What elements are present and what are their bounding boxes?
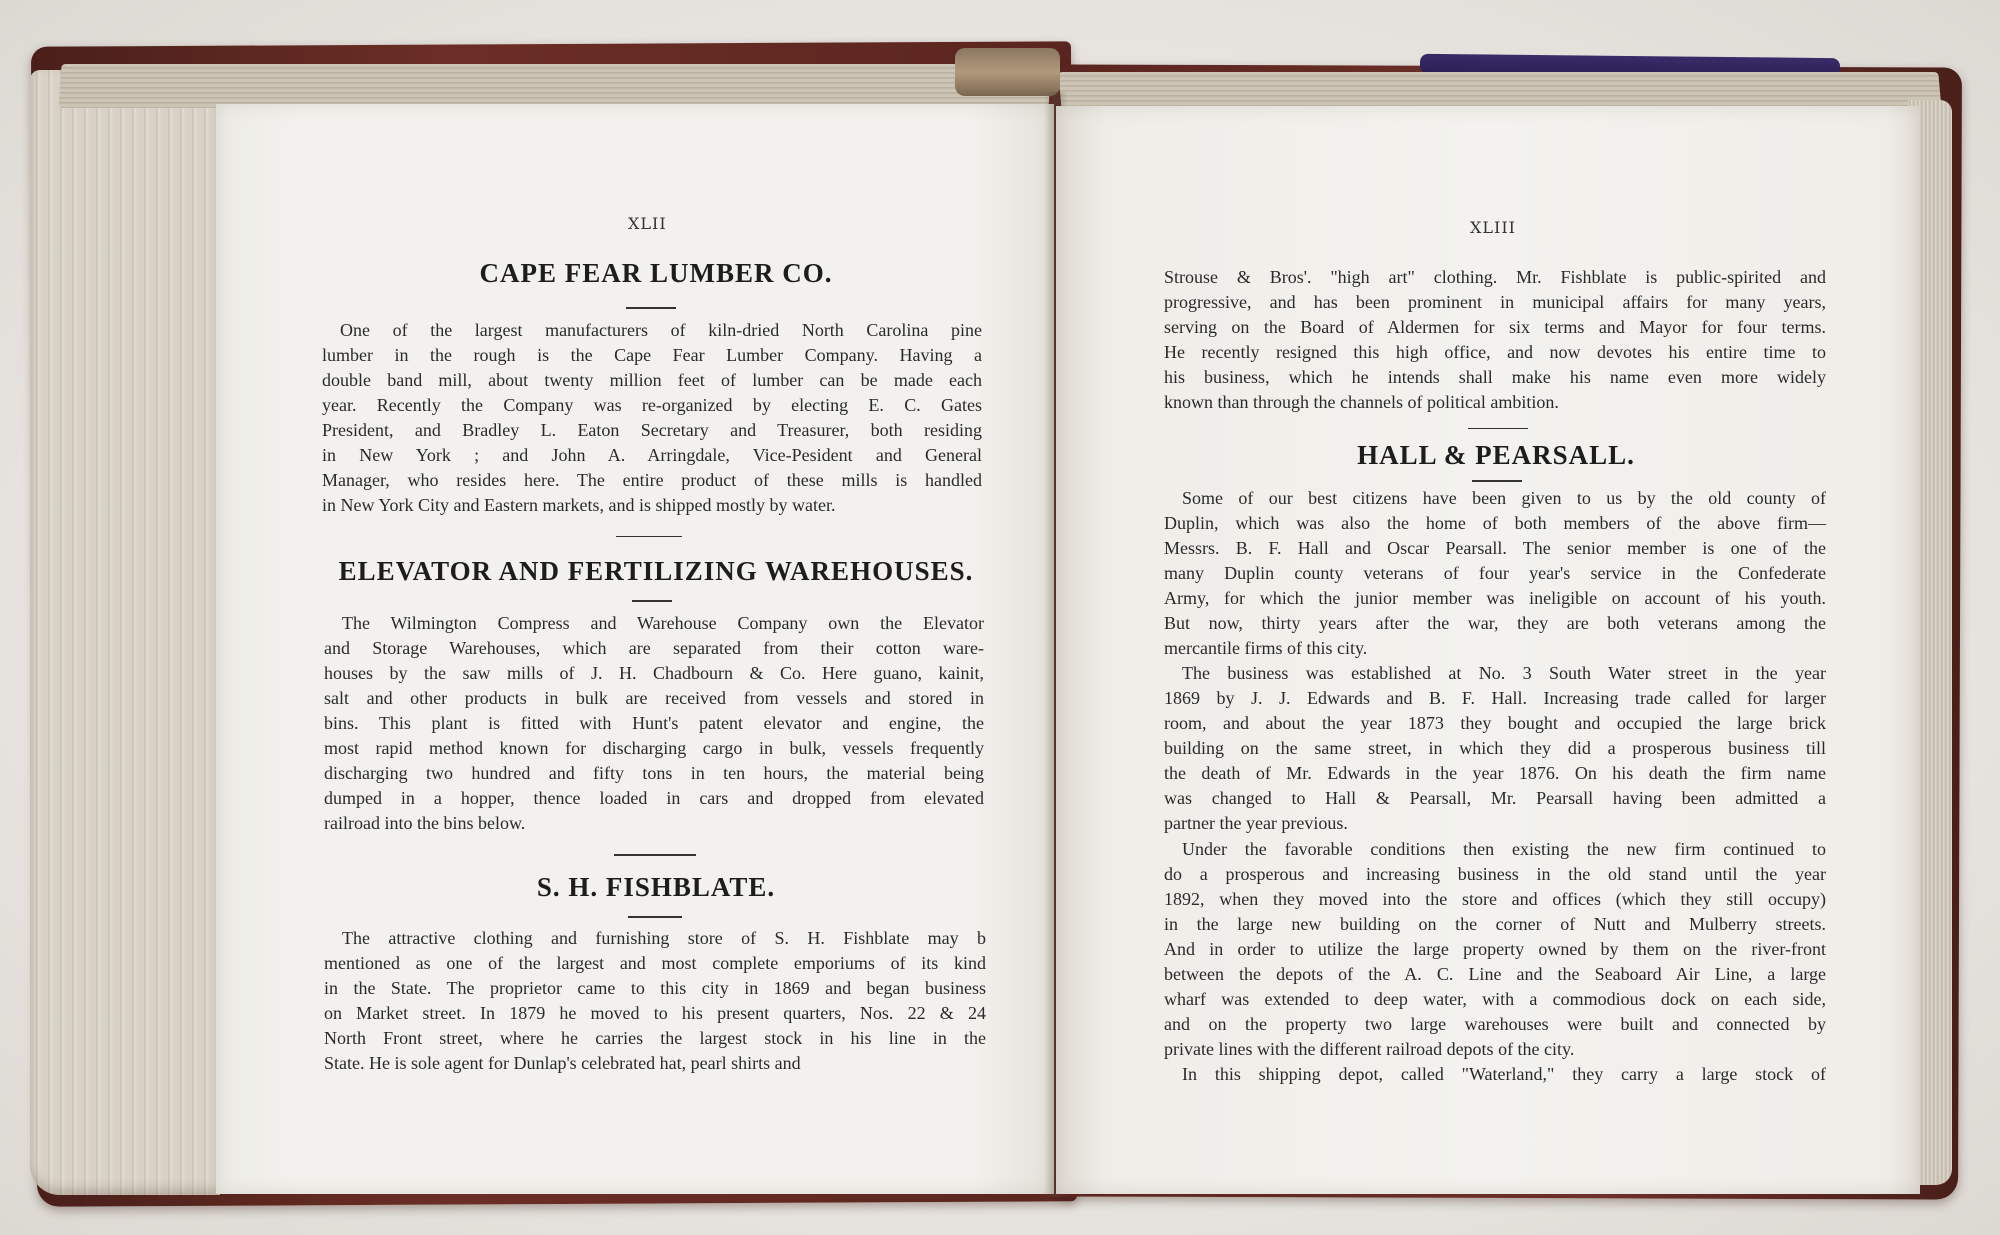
text-line: bins. This plant is fitted with Hunt's patent elevator and engine, the bbox=[324, 713, 984, 733]
text-line: mentioned as one of the largest and most complete emporiums of its kind bbox=[324, 953, 986, 973]
section-divider bbox=[614, 854, 696, 856]
text-line: was changed to Hall & Pearsall, Mr. Pearsall having been admitted a bbox=[1164, 788, 1826, 808]
text-line: room, and about the year 1873 they bought and occupied the large brick bbox=[1164, 713, 1826, 733]
text-line: building on the same street, in which they did a prosperous business till bbox=[1164, 738, 1826, 758]
text-line: partner the year previous. bbox=[1164, 813, 1348, 833]
text-line: private lines with the different railroad depots of the city. bbox=[1164, 1039, 1575, 1059]
text-line: many Duplin county veterans of four year's service in the Confederate bbox=[1164, 563, 1826, 583]
paragraph-hall-pearsall-3 bbox=[1164, 837, 1826, 1062]
text-line: Under the favorable conditions then existing the new firm continued to bbox=[1182, 839, 1826, 859]
paragraph-fishblate-continued bbox=[1164, 265, 1826, 415]
text-line: The Wilmington Compress and Warehouse Company own the Elevator bbox=[342, 613, 984, 633]
text-line: and Storage Warehouses, which are separated from their cotton ware- bbox=[324, 638, 984, 658]
paragraph-hall-pearsall-4 bbox=[1164, 1062, 1826, 1087]
text-line: The attractive clothing and furnishing store of S. H. Fishblate may b bbox=[342, 928, 986, 948]
heading-rule bbox=[632, 600, 672, 602]
text-line: in New York City and Eastern markets, and is shipped mostly by water. bbox=[322, 495, 836, 515]
paragraph-hall-pearsall-2 bbox=[1164, 661, 1826, 836]
text-line: wharf was extended to deep water, with a commodious dock on each side, bbox=[1164, 989, 1826, 1009]
paragraph-fishblate bbox=[324, 926, 986, 1076]
text-line: State. He is sole agent for Dunlap's celebrated hat, pearl shirts and bbox=[324, 1053, 801, 1073]
text-line: in New York ; and John A. Arringdale, Vice-Pesident and General bbox=[322, 445, 982, 465]
right-page-number: XLIII bbox=[1470, 218, 1516, 237]
paragraph-cape-fear-lumber bbox=[322, 318, 982, 518]
text-line: and on the property two large warehouses were built and connected by bbox=[1164, 1014, 1826, 1034]
text-line: He recently resigned this high office, and now devotes his entire time to bbox=[1164, 342, 1826, 362]
heading-cape-fear-lumber: CAPE FEAR LUMBER CO. bbox=[479, 258, 833, 288]
text-line: One of the largest manufacturers of kiln-dried North Carolina pine bbox=[340, 320, 982, 340]
text-line: Army, for which the junior member was ineligible on account of his youth. bbox=[1164, 588, 1826, 608]
text-line: known than through the channels of political ambition. bbox=[1164, 392, 1559, 412]
text-line: Manager, who resides here. The entire product of these mills is handled bbox=[322, 470, 982, 490]
text-line: dumped in a hopper, thence loaded in cars and dropped from elevated bbox=[324, 788, 984, 808]
text-line: discharging two hundred and fifty tons in ten hours, the material being bbox=[324, 763, 984, 783]
text-line: in the State. The proprietor came to this city in 1869 and began business bbox=[324, 978, 986, 998]
heading-rule bbox=[628, 916, 682, 918]
text-line: double band mill, about twenty million feet of lumber can be made each bbox=[322, 370, 982, 390]
text-line: North Front street, where he carries the largest stock in his line in the bbox=[324, 1028, 986, 1048]
text-line: his business, which he intends shall make his name even more widely bbox=[1164, 367, 1826, 387]
text-line: And in order to utilize the large property owned by them on the river-front bbox=[1164, 939, 1826, 959]
heading-rule bbox=[1472, 480, 1522, 482]
text-line: 1892, when they moved into the store and offices (which they still occupy) bbox=[1164, 889, 1826, 909]
page-edges-left bbox=[30, 70, 220, 1195]
text-line: Duplin, which was also the home of both members of the above firm— bbox=[1164, 513, 1826, 533]
text-line: 1869 by J. J. Edwards and B. F. Hall. Increasing trade called for larger bbox=[1164, 688, 1826, 708]
book-spine bbox=[955, 48, 1060, 96]
text-line: most rapid method known for discharging cargo in bulk, vessels frequently bbox=[324, 738, 984, 758]
text-line: Messrs. B. F. Hall and Oscar Pearsall. The senior member is one of the bbox=[1164, 538, 1826, 558]
text-line: President, and Bradley L. Eaton Secretary and Treasurer, both residing bbox=[322, 420, 982, 440]
text-line: salt and other products in bulk are received from vessels and stored in bbox=[324, 688, 984, 708]
left-page-number: XLII bbox=[628, 214, 667, 233]
heading-elevator-warehouses: ELEVATOR AND FERTILIZING WAREHOUSES. bbox=[338, 556, 974, 586]
text-line: progressive, and has been prominent in municipal affairs for many years, bbox=[1164, 292, 1826, 312]
text-line: in the large new building on the corner of Nutt and Mulberry streets. bbox=[1164, 914, 1826, 934]
page-edges-top-left bbox=[58, 64, 1051, 108]
text-line: Strouse & Bros'. "high art" clothing. Mr. Fishblate is public-spirited and bbox=[1164, 267, 1826, 287]
paragraph-elevator-warehouses bbox=[324, 611, 984, 836]
text-line: do a prosperous and increasing business in the old stand until the year bbox=[1164, 864, 1826, 884]
section-divider bbox=[1468, 428, 1528, 429]
text-line: mercantile firms of this city. bbox=[1164, 638, 1368, 658]
text-line: on Market street. In 1879 he moved to his present quarters, Nos. 22 & 24 bbox=[324, 1003, 986, 1023]
text-line: the death of Mr. Edwards in the year 1876. On his death the firm name bbox=[1164, 763, 1826, 783]
text-line: Some of our best citizens have been given to us by the old county of bbox=[1182, 488, 1826, 508]
text-line: serving on the Board of Aldermen for six terms and Mayor for four terms. bbox=[1164, 317, 1826, 337]
text-line: railroad into the bins below. bbox=[324, 813, 526, 833]
text-line: In this shipping depot, called "Waterland," they carry a large stock of bbox=[1182, 1064, 1826, 1084]
text-line: lumber in the rough is the Cape Fear Lumber Company. Having a bbox=[322, 345, 982, 365]
text-line: year. Recently the Company was re-organized by electing E. C. Gates bbox=[322, 395, 982, 415]
text-line: houses by the saw mills of J. H. Chadbourn & Co. Here guano, kainit, bbox=[324, 663, 984, 683]
paragraph-hall-pearsall-1 bbox=[1164, 486, 1826, 661]
text-line: The business was established at No. 3 South Water street in the year bbox=[1182, 663, 1826, 683]
text-line: between the depots of the A. C. Line and the Seaboard Air Line, a large bbox=[1164, 964, 1826, 984]
text-line: But now, thirty years after the war, they are both veterans among the bbox=[1164, 613, 1826, 633]
section-divider bbox=[616, 536, 682, 537]
heading-fishblate: S. H. FISHBLATE. bbox=[536, 872, 776, 902]
heading-rule bbox=[626, 307, 676, 309]
heading-hall-pearsall: HALL & PEARSALL. bbox=[1357, 440, 1635, 470]
